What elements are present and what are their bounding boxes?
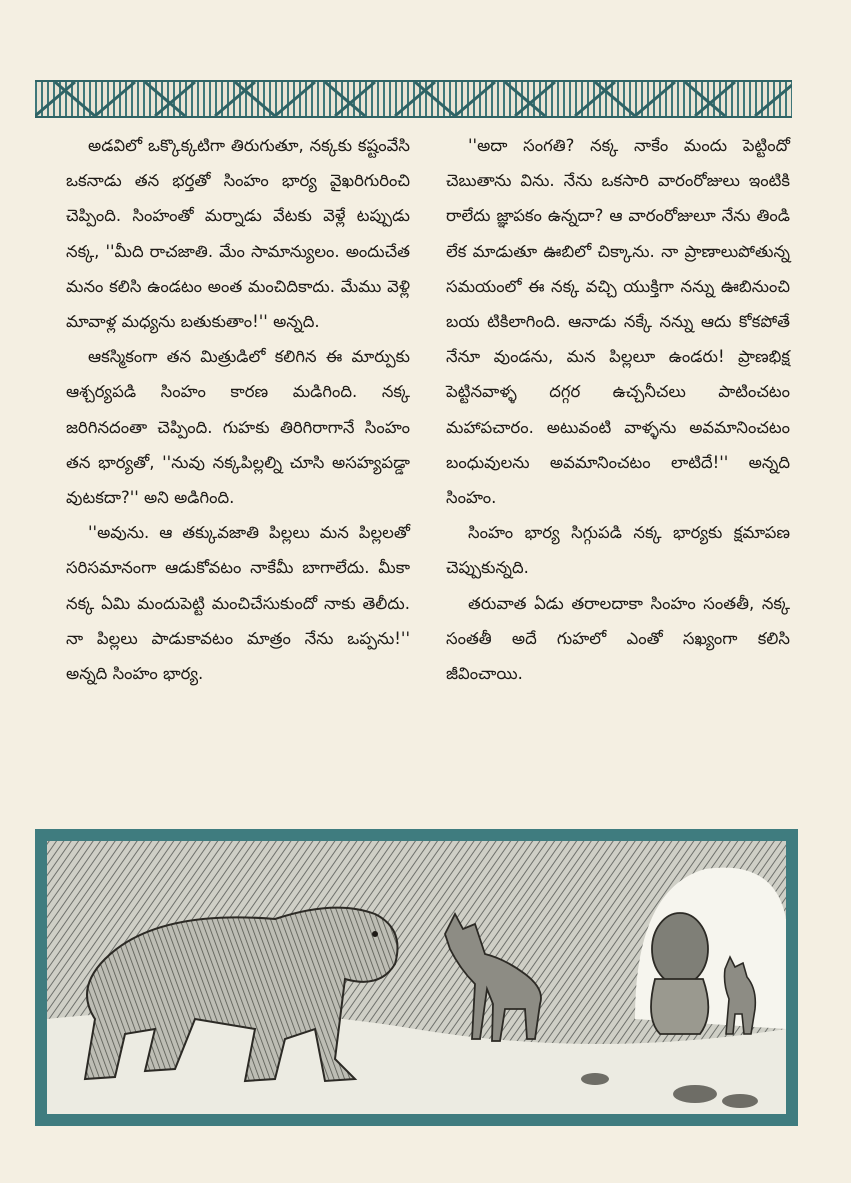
lion-figure (651, 913, 708, 1034)
paragraph: ''అదా సంగతి? నక్క నాకేం మందు పెట్టిందో చెబుతాను విను. నేను ఒకసారి వారంరోజులు ఇంటికి రాలేదు జ్ఞాపకం ఉన్నదా? ఆ వారంరోజులూ నేను తిండి లేక మాడుతూ ఊబిలో చిక్కాను. నా ప్రాణాలుపోతున్న సమయంలో ఈ నక్క వచ్చి యుక్తిగా నన్ను ఊబినుంచి బయ టికిలాగింది. ఆనాడు నక్కే నన్ను ఆదు కోకపోతే నేనూ వుండను, మన పిల్లలూ ఉండరు! ప్రాణభిక్ష పెట్టినవాళ్ళ దగ్గర ఉచ్చనీచలు పాటించటం మహాపచారం. అటువంటి వాళ్ళను అవమానించటం బంధువులను అవమానించటం లాటిదే!'' అన్నది సింహం. (446, 136, 790, 508)
paragraph: అడవిలో ఒక్కొక్కటిగా తిరుగుతూ, నక్కకు కష్టంవేసి ఒకనాడు తన భర్తతో సింహం భార్య వైఖరిగురించి చెప్పింది. సింహంతో మర్నాడు వేటకు వెళ్లే టప్పుడు నక్క, ''మీది రాచజాతి. మేం సామాన్యులం. అందుచేత మనం కలిసి ఉండటం అంత మంచిదికాదు. మేము వెళ్లి మావాళ్ల మధ్యను బతుకుతాం!'' అన్నది. (66, 136, 410, 332)
paragraph: సింహం భార్య సిగ్గుపడి నక్క భార్యకు క్షమాపణ చెప్పుకున్నది. (446, 523, 790, 578)
text-column-right (446, 128, 790, 691)
ornament-pattern (35, 82, 792, 116)
paragraph: ఆకస్మికంగా తన మిత్రుడిలో కలిగిన ఈ మార్పుకు ఆశ్చర్యపడి సింహం కారణ మడిగింది. నక్క జరిగినదంతా చెప్పింది. గుహకు తిరిగిరాగానే సింహం తన భార్యతో, ''నువు నక్కపిల్లల్ని చూసి అసహ్యపడ్డా వుటకదా?'' అని అడిగింది. (66, 347, 410, 508)
story-illustration (35, 829, 798, 1126)
text-column-left (66, 128, 410, 691)
paragraph: ''అవును. ఆ తక్కువజాతి పిల్లలు మన పిల్లలతో సరిసమానంగా ఆడుకోవటం నాకేమీ బాగాలేదు. మీకా నక్క ఏమి మందుపెట్టి మంచిచేసుకుందో నాకు తెలీదు. నా పిల్లలు పాడుకావటం మాత్రం నేను ఒప్పను!'' అన్నది సింహం భార్య. (66, 523, 410, 684)
paragraph: తరువాత ఏడు తరాలదాకా సింహం సంతతీ, నక్క సంతతీ అదే గుహలో ఎంతో సఖ్యంగా కలిసి జీవించాయి. (446, 593, 790, 684)
decorative-header-band (35, 80, 792, 118)
cave-scene-illustration (35, 829, 798, 1126)
